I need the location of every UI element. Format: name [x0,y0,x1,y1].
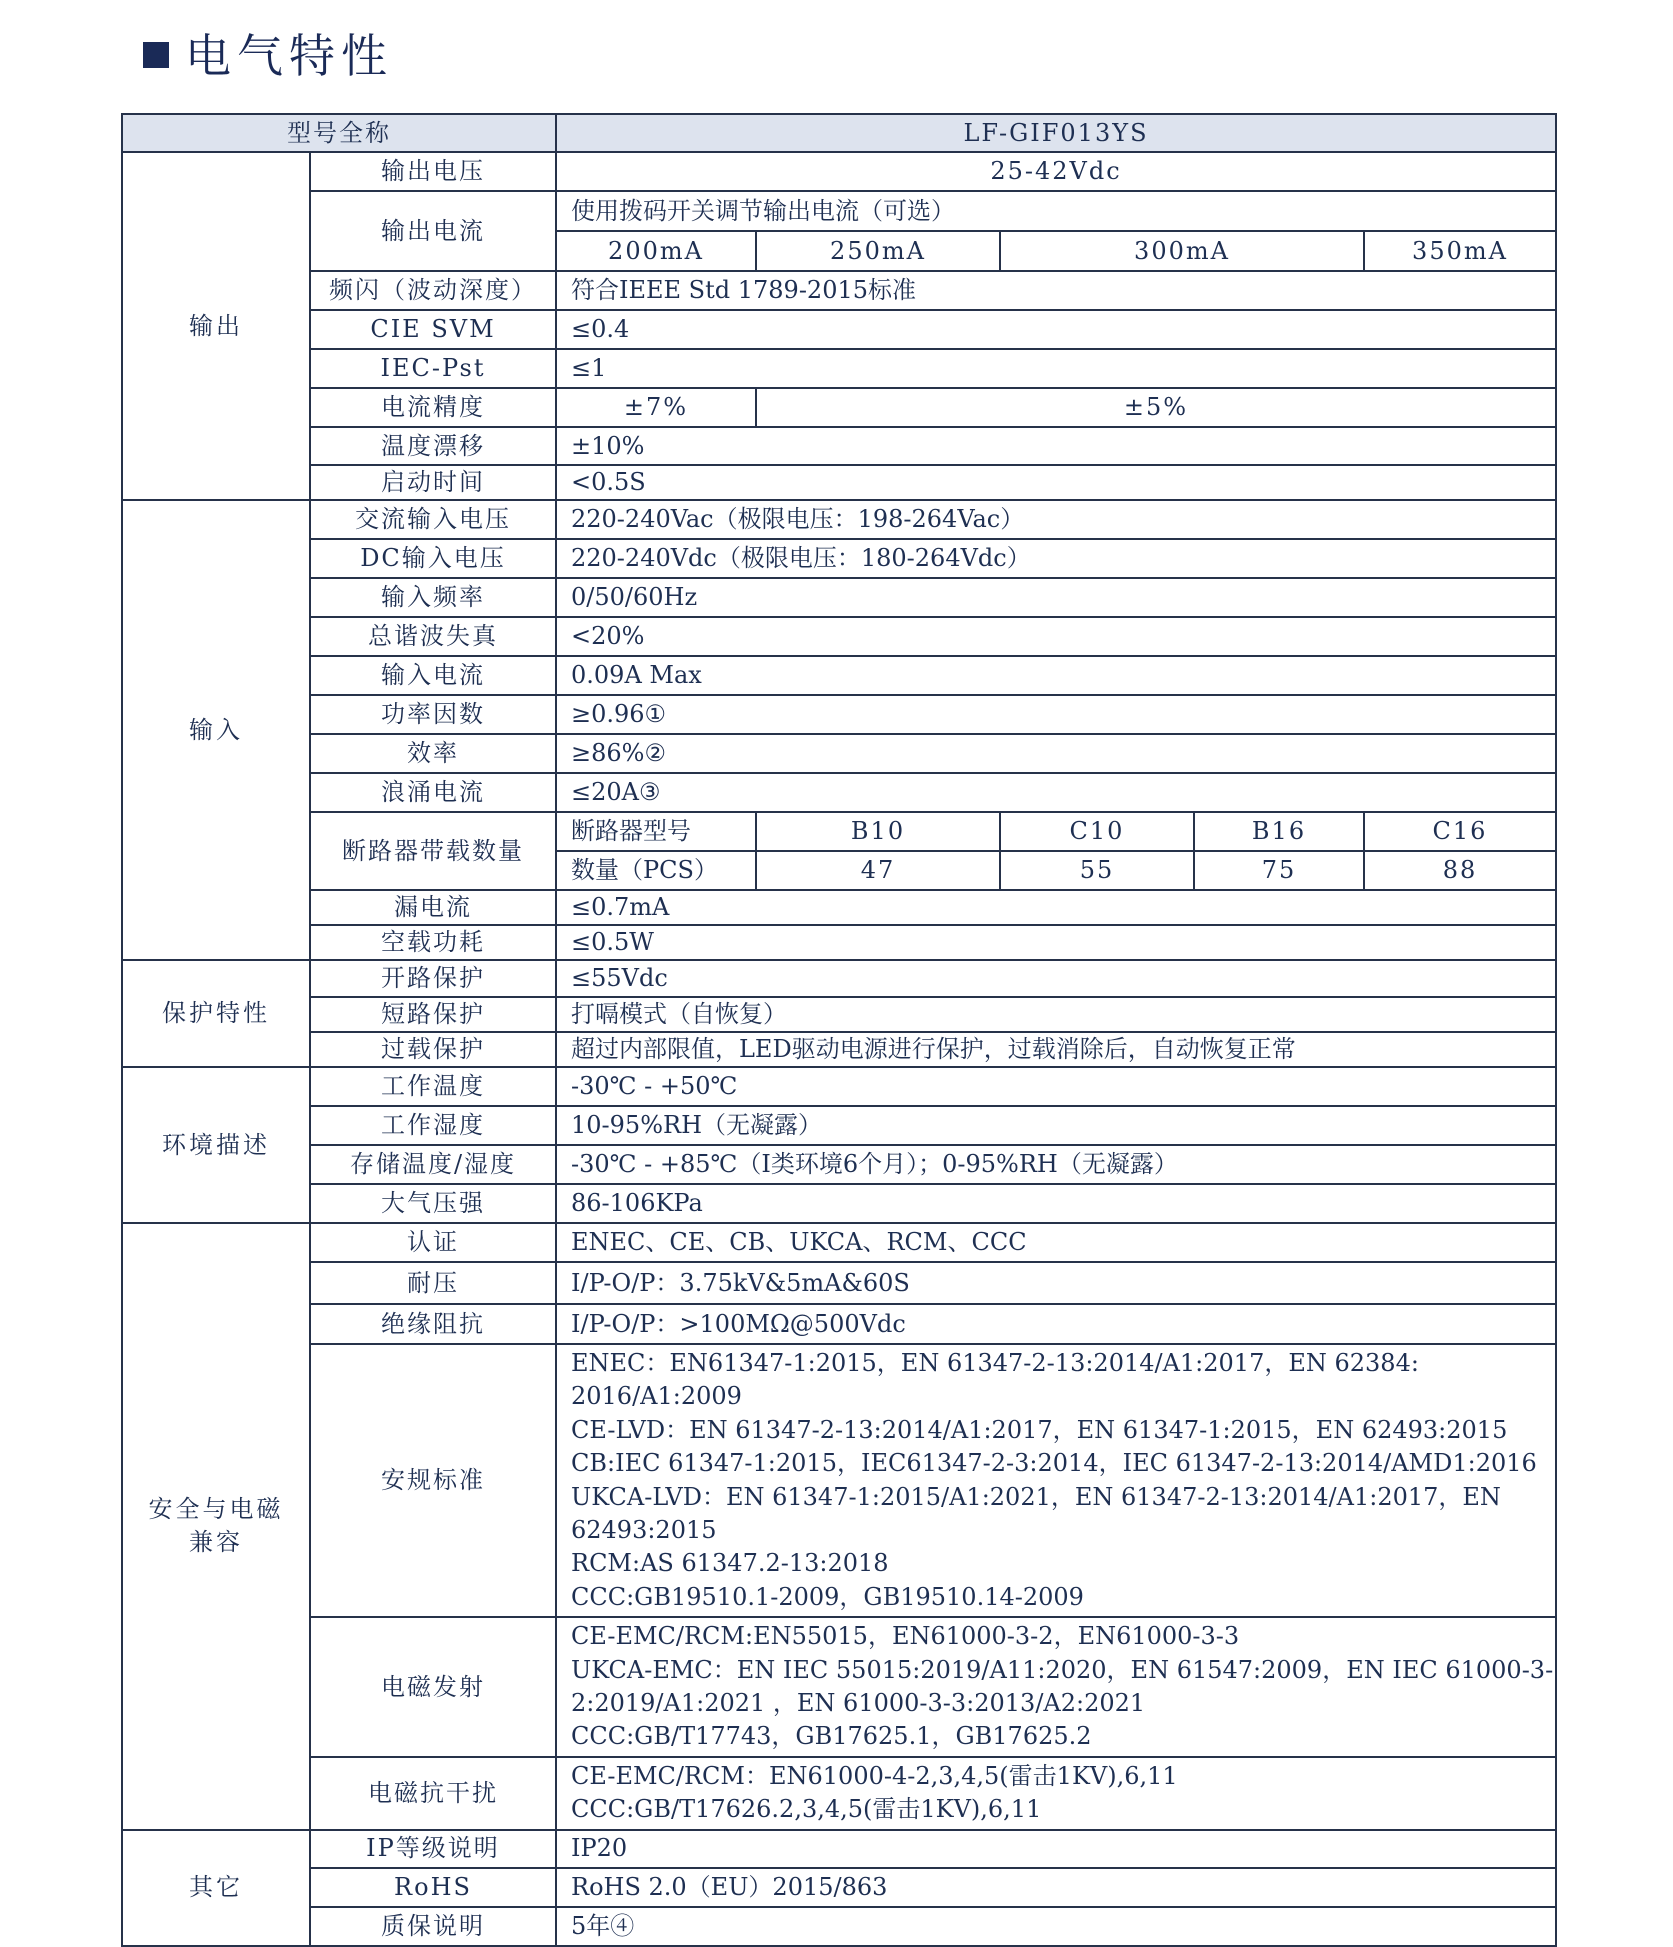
emission-line: CCC:GB/T17743，GB17625.1，GB17625.2 [571,1722,1092,1751]
table-row [122,271,1556,310]
table-row [122,1067,1556,1106]
row-value: ≤1 [556,349,1556,388]
table-row [122,960,1556,997]
emission-line: 2:2019/A1:2021 ，EN 61000-3-3:2013/A2:2021 [571,1689,1146,1718]
breaker-type: B10 [756,812,1000,851]
category-other: 其它 [122,1830,310,1946]
row-value: ≥0.96① [556,695,1556,734]
row-label: 存储温度/湿度 [310,1145,556,1184]
table-row [122,310,1556,349]
standards-list [556,1344,1556,1617]
standards-line: CE-LVD：EN 61347-2-13:2014/A1:2017，EN 61347-1:2015，EN 62493:2015 [571,1415,1508,1444]
row-value: 86-106KPa [556,1184,1556,1223]
row-value: ≤0.7mA [556,890,1556,925]
table-row [122,812,1556,851]
standards-line: UKCA-LVD：EN 61347-1:2015/A1:2021，EN 61347-2-13:2014/A1:2017，EN [571,1482,1501,1511]
row-value: -30℃ - +50℃ [556,1067,1556,1106]
table-row [122,465,1556,500]
row-label: 认证 [310,1223,556,1262]
row-value: 符合IEEE Std 1789-2015标准 [556,271,1556,310]
row-value: ≤20A③ [556,773,1556,812]
row-value: 0/50/60Hz [556,578,1556,617]
row-label: DC输入电压 [310,539,556,578]
row-value: ±7% [556,388,756,427]
row-label: 电流精度 [310,388,556,427]
table-row [122,1344,1556,1617]
section-heading [143,22,393,84]
breaker-qty: 88 [1364,851,1556,890]
row-value: 25-42Vdc [556,152,1556,191]
table-row [122,1304,1556,1344]
immunity-line: CE-EMC/RCM：EN61000-4-2,3,4,5(雷击1KV),6,11 [571,1761,1178,1790]
row-label: 输入频率 [310,578,556,617]
current-option: 200mA [556,231,756,271]
row-value: <0.5S [556,465,1556,500]
table-row [122,734,1556,773]
row-label: CIE SVM [310,310,556,349]
row-label: 工作温度 [310,1067,556,1106]
breaker-type: B16 [1194,812,1364,851]
row-value: 10-95%RH（无凝露） [556,1106,1556,1145]
row-label: 绝缘阻抗 [310,1304,556,1344]
table-row [122,1223,1556,1262]
table-row [122,773,1556,812]
row-value: ≥86%② [556,734,1556,773]
standards-line: RCM:AS 61347.2-13:2018 [571,1549,889,1578]
current-option: 250mA [756,231,1000,271]
row-value: 220-240Vac（极限电压：198-264Vac） [556,500,1556,539]
row-label: 输出电流 [310,191,556,271]
category-safety-line2: 兼容 [189,1528,243,1557]
breaker-qty: 75 [1194,851,1364,890]
table-row [122,925,1556,960]
emission-line: CE-EMC/RCM:EN55015，EN61000-3-2，EN61000-3-3 [571,1622,1240,1651]
row-label: 断路器带载数量 [310,812,556,890]
current-option: 350mA [1364,231,1556,271]
section-title: 电气特性 [185,29,393,83]
square-bullet-icon [143,42,169,68]
table-row [122,500,1556,539]
row-label: 工作湿度 [310,1106,556,1145]
row-label: 开路保护 [310,960,556,997]
table-row [122,539,1556,578]
row-value: 使用拨码开关调节输出电流（可选） [556,191,1556,231]
row-value: <20% [556,617,1556,656]
table-row [122,1184,1556,1223]
row-label: 耐压 [310,1262,556,1304]
row-value: 超过内部限值，LED驱动电源进行保护，过载消除后，自动恢复正常 [556,1032,1556,1067]
row-label: 浪涌电流 [310,773,556,812]
current-option: 300mA [1000,231,1364,271]
row-label: 交流输入电压 [310,500,556,539]
row-label: 安规标准 [310,1344,556,1617]
row-value: IP20 [556,1830,1556,1868]
row-label: 温度漂移 [310,427,556,465]
row-label: 大气压强 [310,1184,556,1223]
row-value: 0.09A Max [556,656,1556,695]
table-row [122,1262,1556,1304]
model-name: LF-GIF013YS [556,114,1556,152]
row-value: 5年④ [556,1907,1556,1946]
row-label: 启动时间 [310,465,556,500]
table-row [122,997,1556,1032]
standards-line: 62493:2015 [571,1516,717,1545]
breaker-qty-label: 数量（PCS） [556,851,756,890]
table-row [122,1907,1556,1946]
category-safety-line1: 安全与电磁 [148,1495,284,1524]
table-row [122,617,1556,656]
breaker-type: C16 [1364,812,1556,851]
immunity-line: CCC:GB/T17626.2,3,4,5(雷击1KV),6,11 [571,1795,1042,1824]
table-row [122,1868,1556,1907]
table-row [122,1757,1556,1830]
row-value: I/P-O/P：>100MΩ@500Vdc [556,1304,1556,1344]
table-row [122,388,1556,427]
row-label: 频闪（波动深度） [310,271,556,310]
emission-line: UKCA-EMC：EN IEC 55015:2019/A11:2020，EN 61547:2009，EN IEC 61000-3- [571,1655,1554,1684]
row-label: 电磁抗干扰 [310,1757,556,1830]
table-row [122,1830,1556,1868]
immunity-list [556,1757,1556,1830]
table-row [122,1145,1556,1184]
category-output: 输出 [122,152,310,500]
row-label: IP等级说明 [310,1830,556,1868]
row-label: 功率因数 [310,695,556,734]
category-environment: 环境描述 [122,1067,310,1223]
table-row [122,656,1556,695]
standards-line: 2016/A1:2009 [571,1382,742,1411]
row-label: 过载保护 [310,1032,556,1067]
row-label: IEC-Pst [310,349,556,388]
table-row [122,578,1556,617]
table-row [122,890,1556,925]
table-row [122,1617,1556,1757]
row-label: 效率 [310,734,556,773]
row-label: 质保说明 [310,1907,556,1946]
row-value: ≤0.4 [556,310,1556,349]
row-value: ENEC、CE、CB、UKCA、RCM、CCC [556,1223,1556,1262]
row-value: I/P-O/P：3.75kV&5mA&60S [556,1262,1556,1304]
category-safety [122,1223,310,1830]
breaker-type: C10 [1000,812,1194,851]
breaker-qty: 47 [756,851,1000,890]
standards-line: CCC:GB19510.1-2009，GB19510.14-2009 [571,1582,1084,1611]
row-value: ≤55Vdc [556,960,1556,997]
category-protection: 保护特性 [122,960,310,1067]
row-label: 漏电流 [310,890,556,925]
table-row [122,1032,1556,1067]
row-value: 220-240Vdc（极限电压：180-264Vdc） [556,539,1556,578]
row-label: 空载功耗 [310,925,556,960]
row-value: ±5% [756,388,1556,427]
breaker-type-label: 断路器型号 [556,812,756,851]
table-row [122,152,1556,191]
row-value: RoHS 2.0（EU）2015/863 [556,1868,1556,1907]
row-label: 输入电流 [310,656,556,695]
table-row [122,349,1556,388]
row-value: -30℃ - +85℃（Ⅰ类环境6个月）；0-95%RH（无凝露） [556,1145,1556,1184]
table-row [122,191,1556,231]
table-row [122,1106,1556,1145]
row-value: ≤0.5W [556,925,1556,960]
row-label: RoHS [310,1868,556,1907]
row-label: 短路保护 [310,997,556,1032]
row-value: ±10% [556,427,1556,465]
row-label: 输出电压 [310,152,556,191]
table-row [122,427,1556,465]
spec-table [121,113,1557,1947]
row-label: 总谐波失真 [310,617,556,656]
emission-list [556,1617,1556,1757]
table-row [122,695,1556,734]
row-value: 打嗝模式（自恢复） [556,997,1556,1032]
breaker-qty: 55 [1000,851,1194,890]
table-header-row [122,114,1556,152]
category-input: 输入 [122,500,310,960]
standards-line: ENEC：EN61347-1:2015，EN 61347-2-13:2014/A1:2017，EN 62384: [571,1349,1419,1377]
standards-line: CB:IEC 61347-1:2015，IEC61347-2-3:2014，IEC 61347-2-13:2014/AMD1:2016 [571,1449,1537,1478]
row-label: 电磁发射 [310,1617,556,1757]
model-label: 型号全称 [122,114,556,152]
